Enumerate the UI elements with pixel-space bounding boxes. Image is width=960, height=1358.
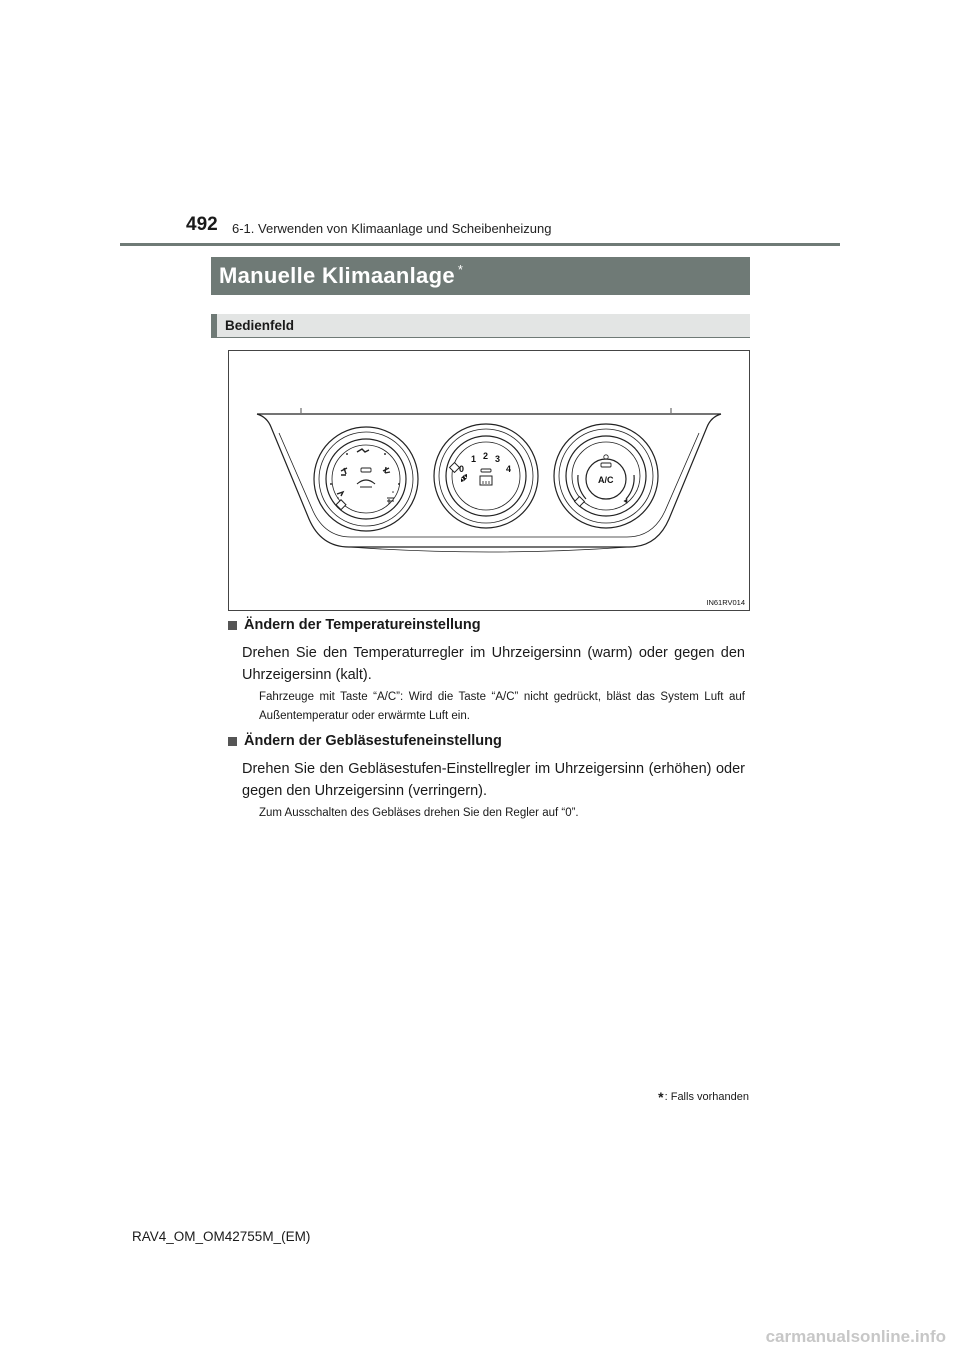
header-rule — [120, 243, 840, 246]
subsection-title: Bedienfeld — [225, 318, 295, 333]
chapter-title: 6-1. Verwenden von Klimaanlage und Scheibenheizung — [232, 221, 552, 236]
subsection-accent — [211, 314, 217, 337]
footer-doc-id: RAV4_OM_OM42755M_(EM) — [132, 1229, 311, 1244]
section-title: Manuelle Klimaanlage — [219, 263, 455, 288]
item-heading-text: Ändern der Temperatureinstellung — [244, 617, 481, 633]
fan-speed-label-1: 1 — [471, 454, 477, 464]
item-heading-text: Ändern der Gebläsestufeneinstellung — [244, 733, 502, 749]
fan-speed-label-3: 3 — [495, 454, 501, 464]
figure-code: IN61RV014 — [706, 598, 745, 607]
ac-button-label: A/C — [598, 475, 614, 485]
footnote — [658, 1089, 749, 1105]
page-number: 492 — [186, 214, 218, 235]
section-star-marker: * — [457, 261, 463, 277]
subsection-heading — [211, 314, 750, 338]
control-panel-figure — [228, 350, 750, 611]
control-panel-illustration — [229, 351, 749, 610]
item-note-temperature: Fahrzeuge mit Taste “A/C”: Wird die Taste “A/C” nicht gedrückt, bläst das System Luft auf Außentemperatur oder erwärmte Luft ein. — [259, 691, 745, 722]
square-bullet-icon — [228, 621, 237, 630]
item-text-fan: Drehen Sie den Gebläsestufen-Einstellregler im Uhrzeigersinn (erhöhen) oder gegen den Uhrzeigersinn (verringern). — [242, 761, 745, 799]
footnote-star-marker: * — [658, 1089, 664, 1105]
fan-speed-label-2: 2 — [483, 451, 489, 461]
section-heading — [211, 257, 750, 295]
mode-dial — [314, 427, 418, 531]
item-note-fan: Zum Ausschalten des Gebläses drehen Sie den Regler auf “0”. — [259, 807, 579, 819]
item-heading-fan — [228, 733, 502, 749]
watermark: carmanualsonline.info — [765, 1327, 946, 1346]
mode-icons — [337, 449, 394, 504]
fan-speed-label-4: 4 — [506, 464, 512, 474]
fan-icon — [461, 474, 467, 482]
fan-speed-label-0: 0 — [459, 464, 465, 474]
square-bullet-icon — [228, 737, 237, 746]
item-heading-temperature — [228, 617, 481, 633]
item-text-temperature: Drehen Sie den Temperaturregler im Uhrzeigersinn (warm) oder gegen den Uhrzeigersinn (kalt). — [242, 645, 745, 683]
footnote-text: : Falls vorhanden — [664, 1091, 749, 1103]
fan-dial — [434, 424, 538, 528]
